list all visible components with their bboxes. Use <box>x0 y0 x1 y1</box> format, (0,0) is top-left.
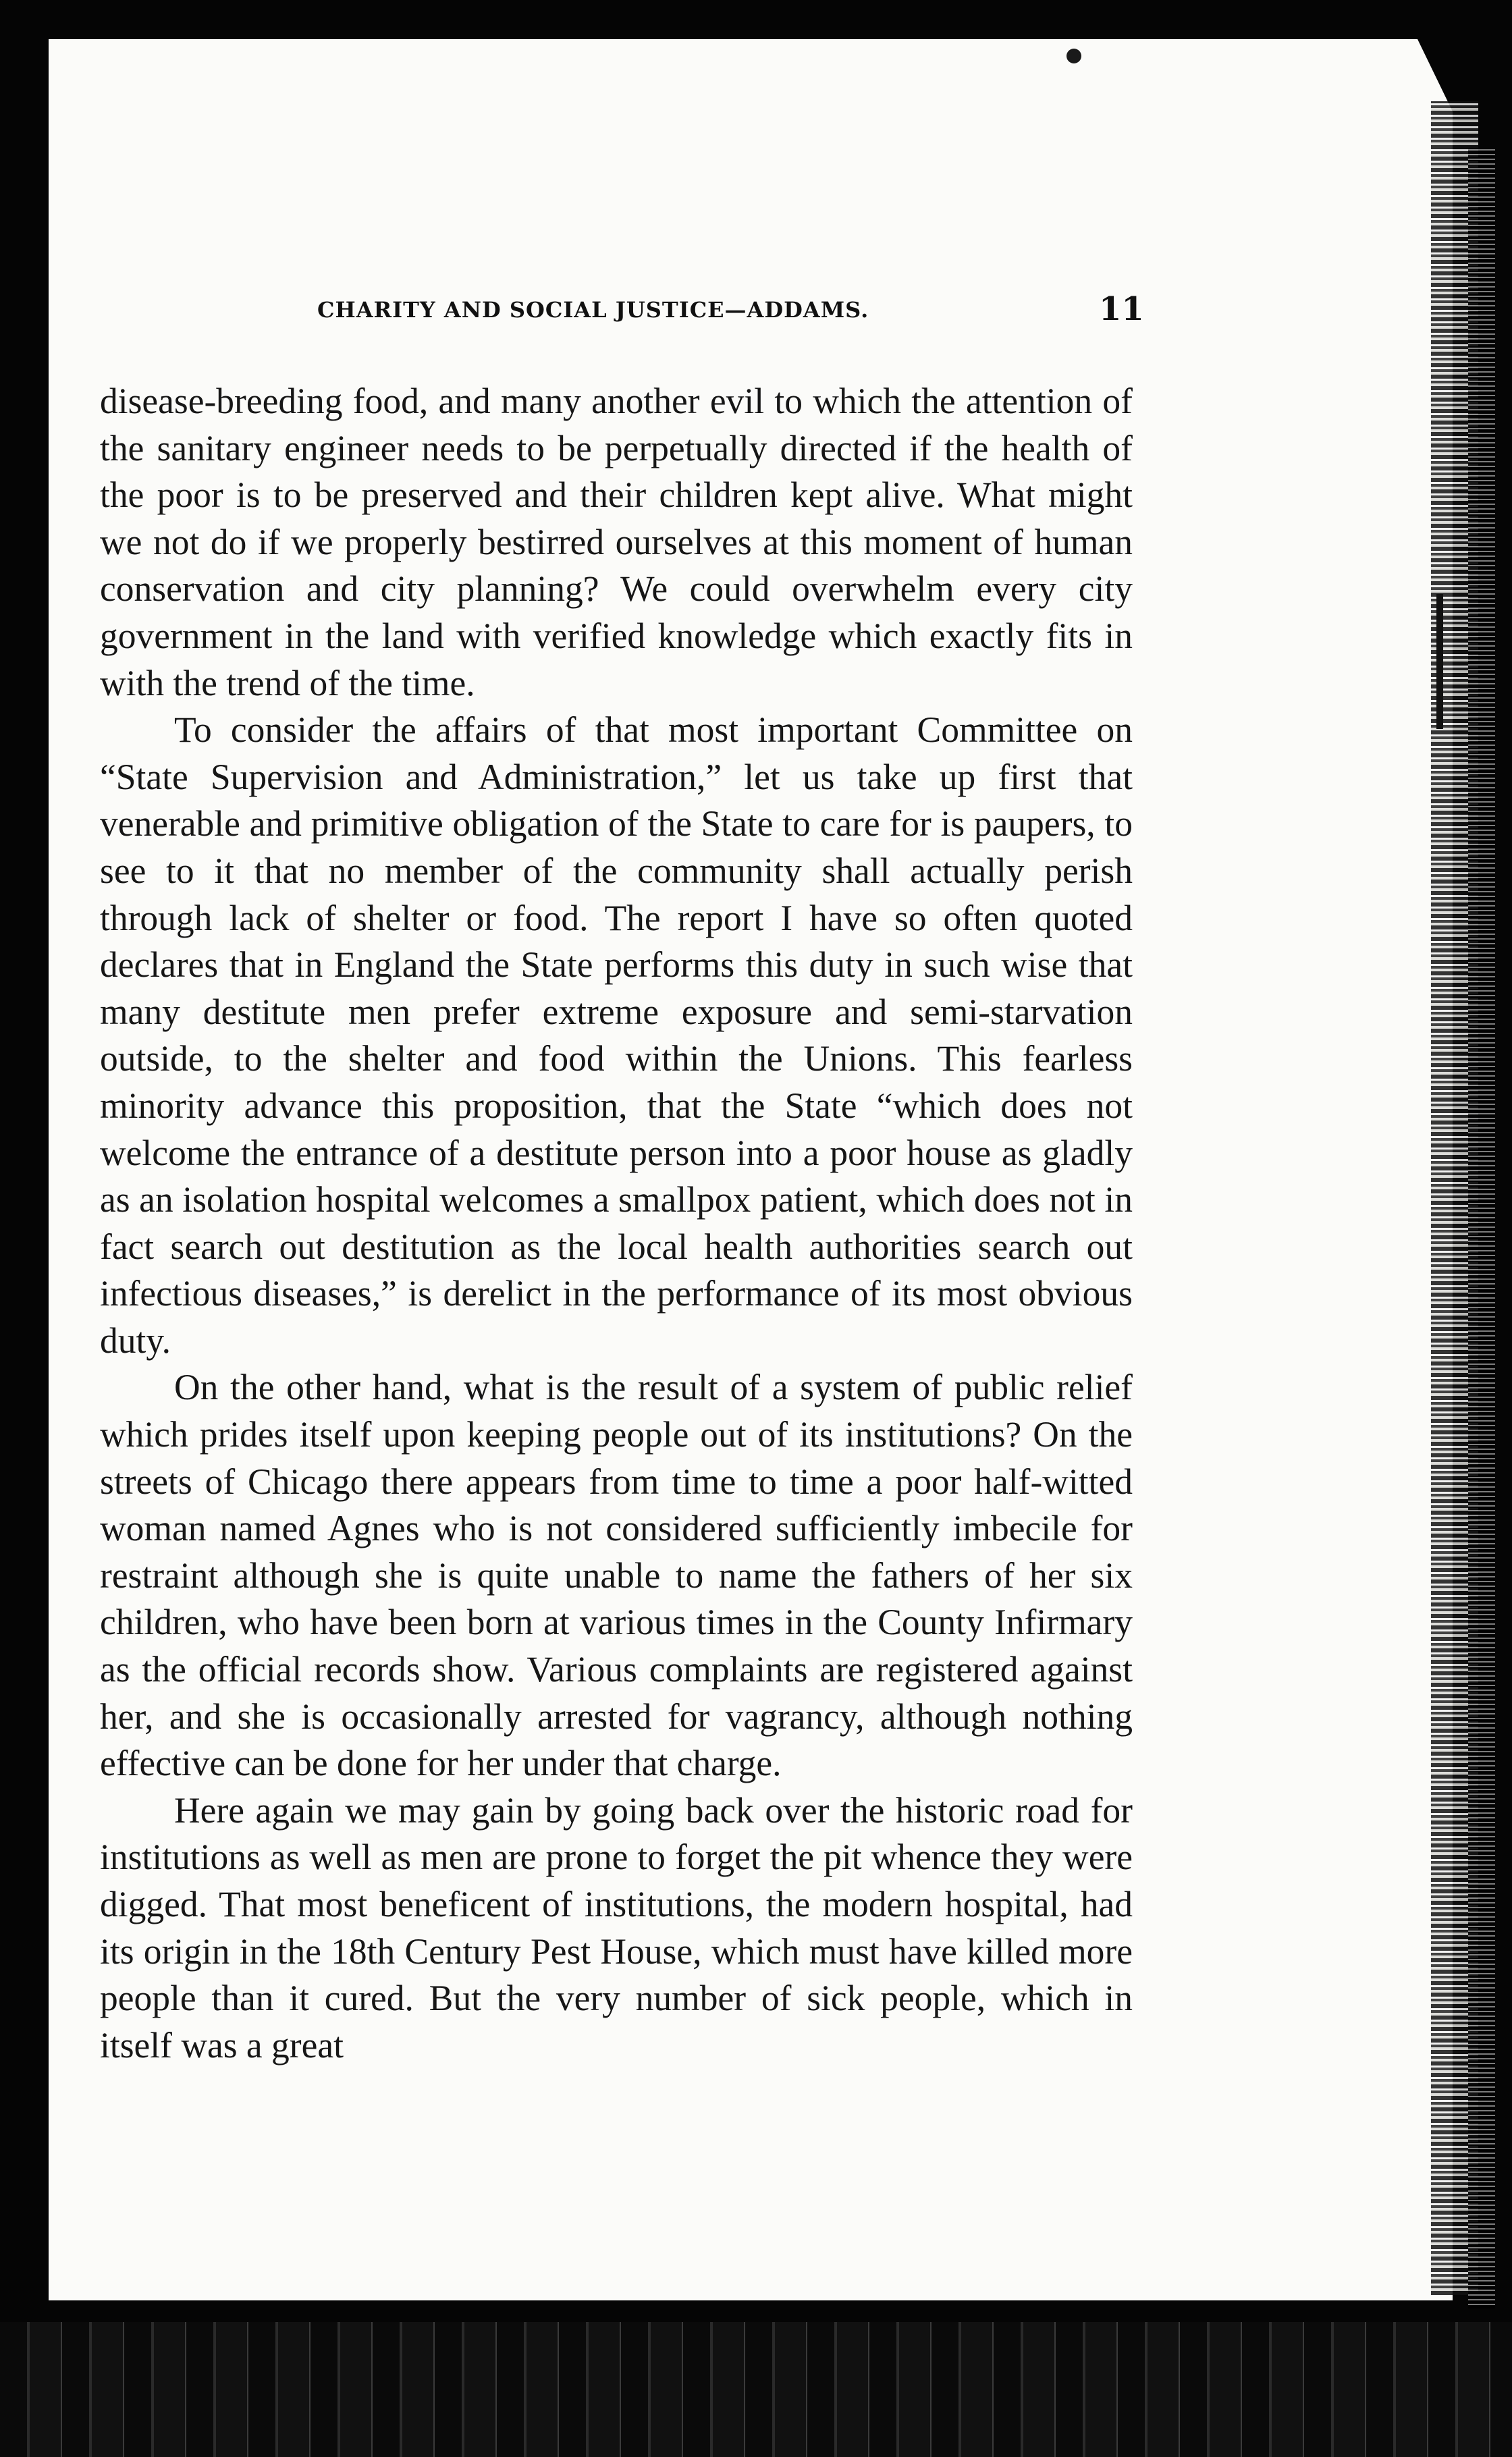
body-text <box>100 378 1133 2069</box>
paragraph: On the other hand, what is the result of a system of public relief which prides itself upon keeping people out of its institutions? On the streets of Chicago there appears from time to time a poor half-witted woman named Agnes who is not considered sufficiently imbecile for restraint although she is quite unable to name the fathers of her six children, who have been born at various times in the County Infirmary as the official records show. Various complaints are registered against her, and she is occasionally arrested for vagrancy, although nothing effective can be done for her under that charge. <box>100 1367 1133 1784</box>
page-edge-dark <box>1468 148 1495 2308</box>
paragraph: Here again we may gain by going back over the historic road for institutions as well as men are prone to forget the pit whence they were digged. That most beneficent of institutions, the modern hospital, had its origin in the 18th Century Pest House, which must have killed more people than it cured. But the very number of sick people, which in itself was a great <box>100 1789 1133 2066</box>
running-head: CHARITY AND SOCIAL JUSTICE—ADDAMS. <box>317 297 869 323</box>
film-bottom-edge <box>0 2322 1512 2457</box>
page-number: 11 <box>1099 290 1144 328</box>
ink-dot <box>1066 49 1081 63</box>
margin-mark <box>1436 594 1443 729</box>
paragraph: disease-breeding food, and many another evil to which the attention of the sanitary engineer needs to be perpetually directed if the health of the poor is to be preserved and their children kept alive. What might we not do if we properly bestirred ourselves at this moment of human conservation and city planning? We could overwhelm every city government in the land with verified knowledge which exactly fits in with the trend of the time. <box>100 381 1133 703</box>
paragraph: To consider the affairs of that most important Committee on “State Supervision and Administration,” let us take up first that venerable and primitive obligation of the State to care for is paupers, to see to it that no member of the community shall actually perish through lack of shelter or food. The report I have so often quoted declares that in England the State performs this duty in such wise that many destitute men prefer extreme exposure and semi-starvation outside, to the shelter and food within the Unions. This fearless minority advance this proposition, that the State “which does not welcome the entrance of a destitute person into a poor house as gladly as an isolation hospital welcomes a smallpox patient, which does not in fact search out destitution as the local health authorities search out infectious diseases,” is derelict in the performance of its most obvious duty. <box>100 709 1133 1361</box>
